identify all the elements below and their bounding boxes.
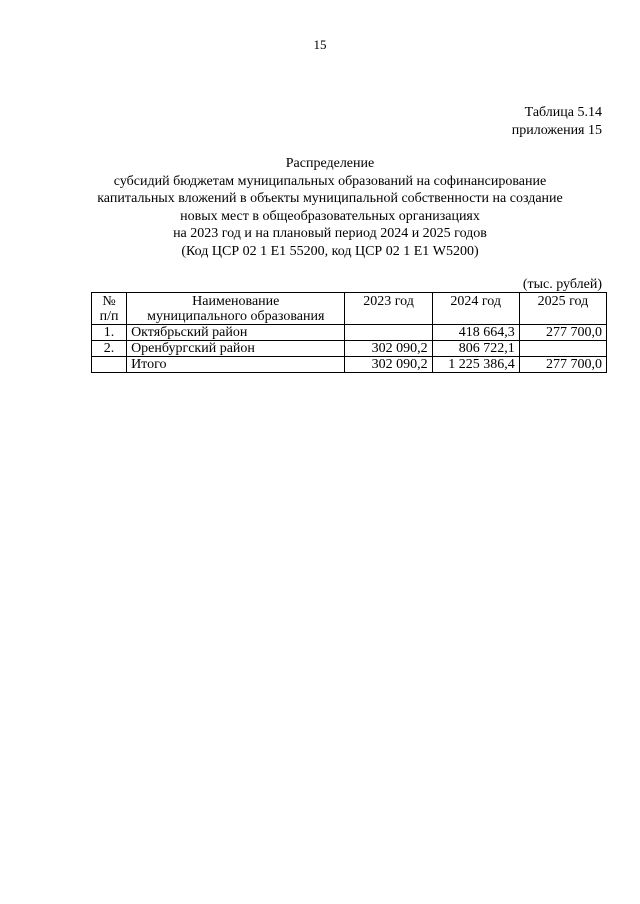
table-ref-line1: Таблица 5.14: [524, 105, 602, 120]
row-2025: [519, 341, 606, 357]
document-title: [60, 155, 600, 260]
title-line5: на 2023 год и на плановый период 2024 и 2025 годов: [173, 226, 487, 241]
units-label: (тыс. рублей): [522, 277, 602, 292]
header-number-line2: п/п: [99, 309, 119, 324]
header-name: [127, 293, 345, 325]
row-number: 2.: [92, 341, 127, 357]
table-reference: [512, 104, 602, 140]
title-line3: капитальных вложений в объекты муниципальной собственности на создание: [97, 191, 563, 206]
header-2025: 2025 год: [519, 293, 606, 325]
row-name: Оренбургский район: [127, 341, 345, 357]
title-line2: субсидий бюджетам муниципальных образований на софинансирование: [113, 173, 547, 189]
header-2023: 2023 год: [345, 293, 432, 325]
table-total-row: [92, 357, 607, 373]
page-number: 15: [313, 37, 327, 52]
table-row: [92, 341, 607, 357]
row-2024: 418 664,3: [432, 325, 519, 341]
title-line4: новых мест в общеобразовательных организациях: [180, 208, 480, 224]
title-line6: (Код ЦСР 02 1 Е1 55200, код ЦСР 02 1 Е1 W5200): [181, 243, 479, 259]
row-name: Октябрьский район: [127, 325, 345, 341]
total-2023: 302 090,2: [345, 357, 432, 373]
total-2025: 277 700,0: [519, 357, 606, 373]
row-2025: 277 700,0: [519, 325, 606, 341]
header-number: [92, 293, 127, 325]
table-ref-line2: приложения 15: [511, 123, 602, 138]
total-label: Итого: [127, 357, 345, 373]
row-number: 1.: [92, 325, 127, 341]
header-name-line1: Наименование: [192, 294, 280, 309]
table-header-row: [92, 293, 607, 325]
subsidy-table: [91, 292, 607, 373]
row-2023: 302 090,2: [345, 341, 432, 357]
total-2024: 1 225 386,4: [432, 357, 519, 373]
row-2024: 806 722,1: [432, 341, 519, 357]
header-2024: 2024 год: [432, 293, 519, 325]
total-blank-cell: [92, 357, 127, 373]
header-name-line2: муниципального образования: [147, 309, 325, 324]
row-2023: [345, 325, 432, 341]
table-row: [92, 325, 607, 341]
header-number-line1: №: [102, 294, 116, 309]
title-line1: Распределение: [285, 156, 375, 171]
